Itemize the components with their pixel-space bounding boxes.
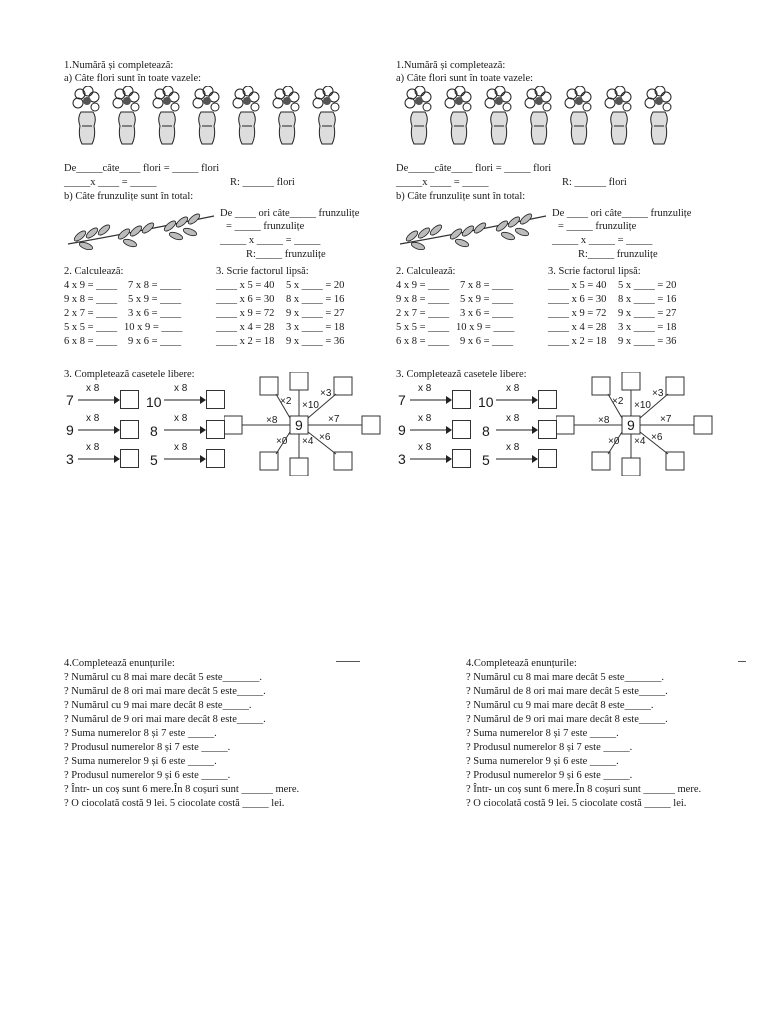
arrow-icon (496, 396, 538, 404)
ex2-item: 10 x 9 = ____ (124, 322, 183, 333)
star-op: ×8 (598, 415, 610, 426)
ex3-item: 3 x ____ = 18 (286, 322, 345, 333)
star-op: ×3 (652, 388, 664, 399)
answer-box[interactable] (538, 420, 557, 439)
exercise4-item: ? Produsul numerelor 9 și 6 este _____. (466, 770, 633, 781)
ex1b-line3: _____ x _____ = _____ (220, 235, 321, 246)
star-op: ×6 (651, 432, 663, 443)
exercise4-item: ? Numărul cu 8 mai mare decât 5 este_______. (466, 672, 664, 683)
arrow-icon (410, 396, 452, 404)
ex2-item: 3 x 6 = ____ (460, 308, 514, 319)
exercise4-item: ? Suma numerelor 9 și 6 este _____. (64, 756, 217, 767)
answer-box[interactable] (206, 420, 225, 439)
arrow-icon (78, 455, 120, 463)
multiplication-star-diagram (224, 372, 382, 476)
star-op: ×0 (608, 436, 620, 447)
exercise4-item: ? Suma numerelor 8 și 7 este _____. (466, 728, 619, 739)
ex1b-line1: De ____ ori câte_____ frunzulițe (552, 208, 692, 219)
ex1a-answer: R: ______ flori (562, 177, 627, 188)
ex1b-line1: De ____ ori câte_____ frunzulițe (220, 208, 360, 219)
star-op: ×10 (302, 400, 319, 411)
ex2-title: 2. Calculează: (396, 266, 456, 277)
worksheet-right (396, 60, 714, 475)
answer-box[interactable] (120, 449, 139, 468)
chain-start: 7 (66, 392, 74, 408)
star-op: ×4 (634, 436, 646, 447)
arrow-icon (496, 455, 538, 463)
ex2-item: 9 x 8 = ____ (396, 294, 450, 305)
vase-icon (405, 86, 431, 144)
answer-box[interactable] (452, 449, 471, 468)
exercise4-item: ? O ciocolată costă 9 lei. 5 ciocolate costă _____ lei. (64, 798, 285, 809)
ex1a-line2: _____x ____ = _____ (396, 177, 489, 188)
exercise4-left (64, 658, 364, 818)
chain-op: x 8 (506, 383, 520, 394)
ex1-title: 1.Numără și completează: (64, 60, 174, 71)
arrow-icon (78, 396, 120, 404)
ex1a-line1: De_____câte____ flori = _____ flori (64, 163, 220, 174)
ex3-item: ____ x 4 = 28 (548, 322, 607, 333)
chain-start: 9 (66, 422, 74, 438)
chain-op: x 8 (418, 413, 432, 424)
ex2-item: 4 x 9 = ____ (396, 280, 450, 291)
ex3-item: ____ x 5 = 40 (216, 280, 275, 291)
ex3-item: 8 x ____ = 16 (286, 294, 345, 305)
exercise4-item: ? Suma numerelor 8 și 7 este _____. (64, 728, 217, 739)
ex2-item: 6 x 8 = ____ (64, 336, 118, 347)
answer-box[interactable] (452, 420, 471, 439)
vases-illustration (402, 86, 692, 148)
star-op: ×0 (276, 436, 288, 447)
chain-op: x 8 (174, 383, 188, 394)
star-op: ×7 (328, 414, 340, 425)
ex3b-title: 3. Completează casetele libere: (64, 369, 195, 380)
corner-mark (336, 658, 360, 662)
arrow-icon (164, 455, 206, 463)
vase-icon (73, 86, 99, 144)
chain-op: x 8 (174, 413, 188, 424)
star-center-number: 9 (627, 417, 635, 433)
ex2-item: 5 x 5 = ____ (64, 322, 118, 333)
answer-box[interactable] (120, 390, 139, 409)
multiplication-star-diagram (556, 372, 714, 476)
ex3-item: ____ x 6 = 30 (216, 294, 275, 305)
arrow-icon (78, 426, 120, 434)
ex2-item: 2 x 7 = ____ (64, 308, 118, 319)
ex3-item: 9 x ____ = 27 (618, 308, 677, 319)
ex2-item: 7 x 8 = ____ (128, 280, 182, 291)
chain-start: 10 (146, 394, 162, 410)
arrow-icon (410, 426, 452, 434)
ex1b-question: b) Câte frunzulițe sunt în total: (64, 191, 194, 202)
ex3-item: ____ x 5 = 40 (548, 280, 607, 291)
ex2-item: 10 x 9 = ____ (456, 322, 515, 333)
ex2-item: 4 x 9 = ____ (64, 280, 118, 291)
star-op: ×6 (319, 432, 331, 443)
chain-start: 5 (150, 452, 158, 468)
ex3-title: 3. Scrie factorul lipsă: (216, 266, 309, 277)
answer-box[interactable] (452, 390, 471, 409)
exercise4-right (466, 658, 766, 818)
star-center-number: 9 (295, 417, 303, 433)
ex1b-line2: = _____ frunzulițe (226, 221, 305, 232)
worksheet-left (64, 60, 382, 475)
ex1b-line3: _____ x _____ = _____ (552, 235, 653, 246)
chain-op: x 8 (86, 442, 100, 453)
arrow-icon (164, 396, 206, 404)
chain-start: 8 (482, 423, 490, 439)
chain-op: x 8 (418, 442, 432, 453)
chain-start: 3 (398, 451, 406, 467)
star-op: ×4 (302, 436, 314, 447)
exercise4-item: ? Într- un coș sunt 6 mere.În 8 coșuri sunt ______ mere. (64, 784, 300, 795)
chain-start: 10 (478, 394, 494, 410)
arrow-icon (496, 426, 538, 434)
exercise4-item: ? Numărul cu 9 mai mare decât 8 este_____. (466, 700, 654, 711)
exercise4-item: ? Produsul numerelor 9 și 6 este _____. (64, 770, 231, 781)
ex2-item: 5 x 9 = ____ (128, 294, 182, 305)
ex3-title: 3. Scrie factorul lipsă: (548, 266, 641, 277)
leaf-branch-illustration (66, 210, 216, 250)
ex2-item: 9 x 6 = ____ (128, 336, 182, 347)
arrow-icon (164, 426, 206, 434)
chain-op: x 8 (506, 413, 520, 424)
exercise4-title: 4.Completează enunțurile: (64, 658, 175, 669)
exercise4-item: ? Produsul numerelor 8 și 7 este _____. (64, 742, 231, 753)
exercise4-item: ? O ciocolată costă 9 lei. 5 ciocolate costă _____ lei. (466, 798, 687, 809)
answer-box[interactable] (538, 449, 557, 468)
ex3-item: 5 x ____ = 20 (286, 280, 345, 291)
ex1a-line2: _____x ____ = _____ (64, 177, 157, 188)
ex2-item: 5 x 9 = ____ (460, 294, 514, 305)
ex3-item: ____ x 6 = 30 (548, 294, 607, 305)
exercise4-item: ? Numărul de 9 ori mai mare decât 8 este_____. (466, 714, 668, 725)
star-op: ×10 (634, 400, 651, 411)
leaf-branch-illustration (398, 210, 548, 250)
chain-start: 3 (66, 451, 74, 467)
ex2-item: 2 x 7 = ____ (396, 308, 450, 319)
ex1a-question: a) Câte flori sunt în toate vazele: (396, 73, 534, 84)
vases-illustration (70, 86, 360, 148)
star-op: ×2 (280, 396, 292, 407)
ex2-item: 5 x 5 = ____ (396, 322, 450, 333)
ex1b-answer: R:_____ frunzulițe (246, 249, 326, 260)
ex1b-line2: = _____ frunzulițe (558, 221, 637, 232)
ex3-item: 8 x ____ = 16 (618, 294, 677, 305)
ex3-item: ____ x 9 = 72 (548, 308, 607, 319)
ex1a-question: a) Câte flori sunt în toate vazele: (64, 73, 202, 84)
ex2-item: 9 x 8 = ____ (64, 294, 118, 305)
ex3-item: ____ x 2 = 18 (548, 336, 607, 347)
ex2-item: 9 x 6 = ____ (460, 336, 514, 347)
ex1b-question: b) Câte frunzulițe sunt în total: (396, 191, 526, 202)
corner-mark (738, 658, 746, 662)
exercise4-item: ? Suma numerelor 9 și 6 este _____. (466, 756, 619, 767)
ex2-item: 7 x 8 = ____ (460, 280, 514, 291)
ex1b-answer: R:_____ frunzulițe (578, 249, 658, 260)
ex1a-line1: De_____câte____ flori = _____ flori (396, 163, 552, 174)
exercise4-item: ? Numărul de 8 ori mai mare decât 5 este_____. (64, 686, 266, 697)
star-op: ×3 (320, 388, 332, 399)
ex3-item: 9 x ____ = 36 (286, 336, 345, 347)
star-op: ×8 (266, 415, 278, 426)
arrow-icon (410, 455, 452, 463)
chain-op: x 8 (506, 442, 520, 453)
exercise4-item: ? Numărul cu 9 mai mare decât 8 este_____. (64, 700, 252, 711)
ex1a-answer: R: ______ flori (230, 177, 295, 188)
exercise4-item: ? Într- un coș sunt 6 mere.În 8 coșuri sunt ______ mere. (466, 784, 702, 795)
star-op: ×7 (660, 414, 672, 425)
star-op: ×2 (612, 396, 624, 407)
exercise4-item: ? Numărul de 8 ori mai mare decât 5 este_____. (466, 686, 668, 697)
answer-box[interactable] (120, 420, 139, 439)
ex2-item: 3 x 6 = ____ (128, 308, 182, 319)
ex2-title: 2. Calculează: (64, 266, 124, 277)
chain-op: x 8 (174, 442, 188, 453)
ex2-item: 6 x 8 = ____ (396, 336, 450, 347)
chain-start: 5 (482, 452, 490, 468)
exercise4-item: ? Numărul de 9 ori mai mare decât 8 este_____. (64, 714, 266, 725)
ex3-item: 9 x ____ = 27 (286, 308, 345, 319)
ex3-item: 5 x ____ = 20 (618, 280, 677, 291)
exercise4-title: 4.Completează enunțurile: (466, 658, 577, 669)
chain-op: x 8 (86, 383, 100, 394)
ex3-item: ____ x 2 = 18 (216, 336, 275, 347)
ex3-item: 3 x ____ = 18 (618, 322, 677, 333)
ex3-item: ____ x 4 = 28 (216, 322, 275, 333)
chain-start: 9 (398, 422, 406, 438)
answer-box[interactable] (206, 390, 225, 409)
exercise4-item: ? Numărul cu 8 mai mare decât 5 este_______. (64, 672, 262, 683)
ex1-title: 1.Numără și completează: (396, 60, 506, 71)
ex3b-title: 3. Completează casetele libere: (396, 369, 527, 380)
answer-box[interactable] (206, 449, 225, 468)
chain-op: x 8 (418, 383, 432, 394)
chain-start: 7 (398, 392, 406, 408)
ex3-item: ____ x 9 = 72 (216, 308, 275, 319)
chain-start: 8 (150, 423, 158, 439)
chain-op: x 8 (86, 413, 100, 424)
exercise4-item: ? Produsul numerelor 8 și 7 este _____. (466, 742, 633, 753)
ex3-item: 9 x ____ = 36 (618, 336, 677, 347)
answer-box[interactable] (538, 390, 557, 409)
